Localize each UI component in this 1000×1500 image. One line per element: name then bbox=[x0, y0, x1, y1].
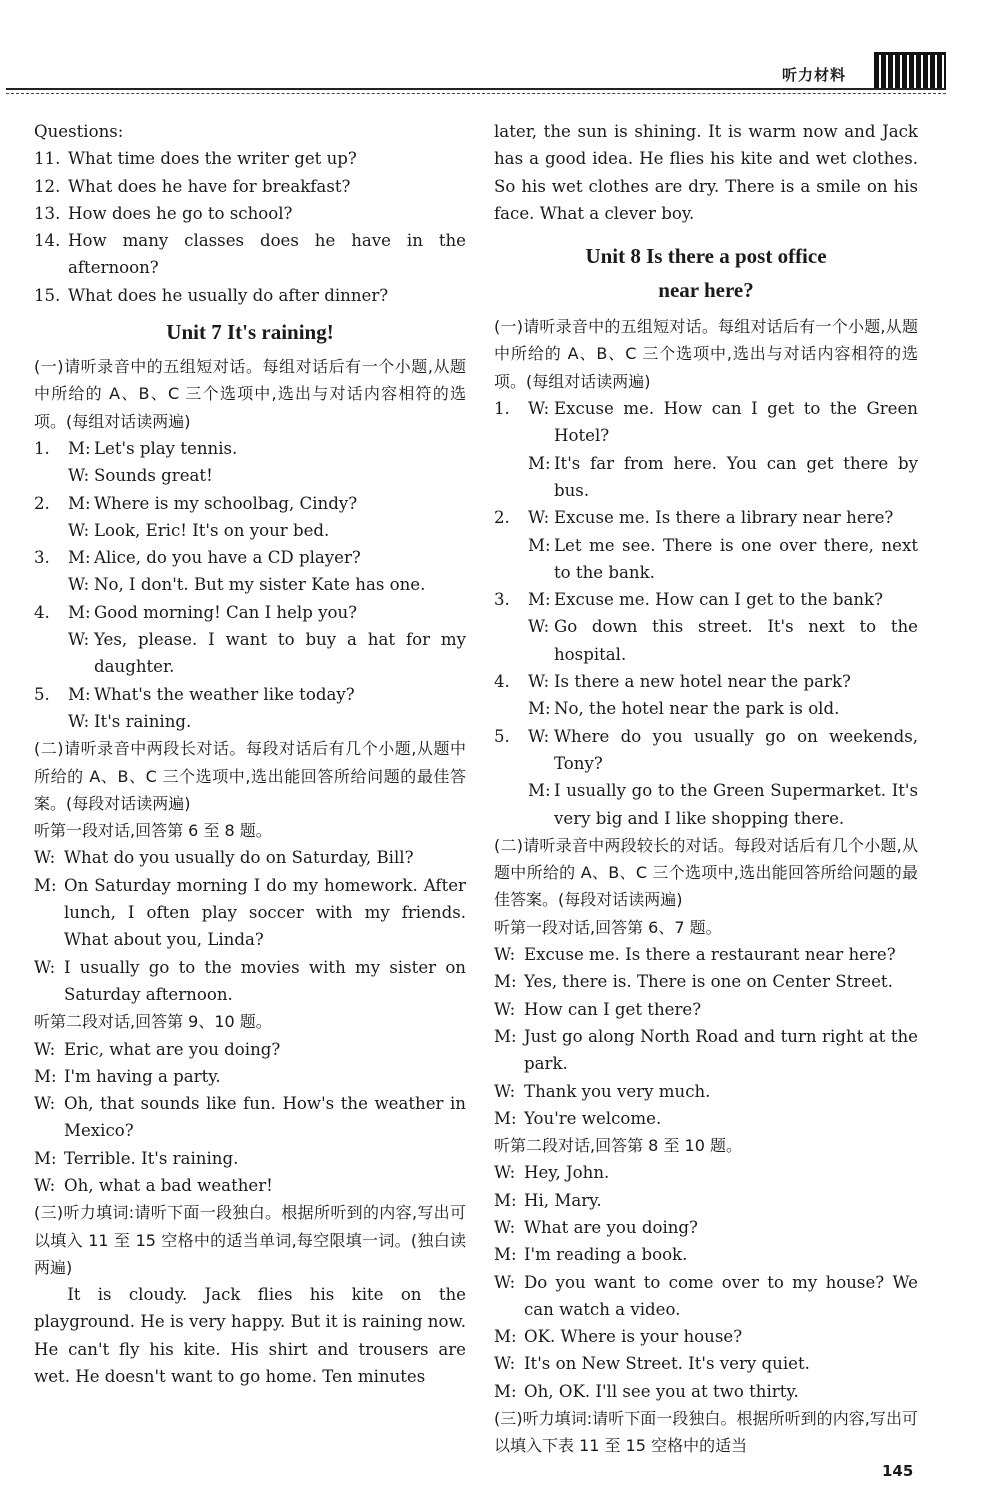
question-item: 12. What does he have for breakfast? bbox=[34, 176, 351, 196]
dialog-item: 1. W: Excuse me. How can I get to the Green Hotel? M: It's far from here. You can get there by bus. bbox=[494, 399, 918, 500]
page-number: 145 bbox=[882, 1462, 914, 1480]
header-rule bbox=[6, 88, 946, 90]
unit7-title: Unit 7 It's raining! bbox=[166, 320, 334, 345]
part3-instructions: (三)听力填词:请听下面一段独白。根据所听到的内容,写出可以填入 11 至 15 空格中的适当单词,每空限填一词。(独白读两遍) bbox=[34, 1203, 466, 1277]
right-column bbox=[494, 118, 918, 1460]
dialog-line: W: Eric, what are you doing? bbox=[34, 1039, 281, 1059]
unit8-title-line2: near here? bbox=[658, 278, 754, 303]
dialog-line: M: I'm having a party. bbox=[34, 1066, 221, 1086]
monologue-continuation: later, the sun is shining. It is warm now and Jack has a good idea. He flies his kite and wet clothes. So his wet clothes are dry. There is a smile on his face. What a clever boy. bbox=[494, 122, 918, 223]
page-header bbox=[0, 0, 1000, 100]
conv1-label: 听第一段对话,回答第 6 至 8 题。 bbox=[34, 821, 272, 841]
monologue-paragraph: It is cloudy. Jack flies his kite on the playground. He is very happy. But it is raining now. He can't fly his kite. His shirt and trousers are wet. He doesn't want to go home. Ten minutes bbox=[34, 1285, 466, 1387]
dialog-line: M: OK. Where is your house? bbox=[494, 1327, 743, 1347]
question-item: 15. What does he usually do after dinner? bbox=[34, 285, 389, 305]
dialog-line: W: Do you want to come over to my house? We can watch a video. bbox=[494, 1272, 918, 1319]
dialog-item: 4. W: Is there a new hotel near the park? M: No, the hotel near the park is old. bbox=[494, 672, 851, 719]
dialog-line: W: How can I get there? bbox=[494, 999, 702, 1019]
unit8-title-line1: Unit 8 Is there a post office bbox=[585, 244, 827, 269]
part3-instructions: (三)听力填词:请听下面一段独白。根据所听到的内容,写出可以填入下表 11 至 15 空格中的适当 bbox=[494, 1409, 918, 1456]
dialog-line: W: Thank you very much. bbox=[494, 1081, 711, 1101]
part2-instructions: (二)请听录音中两段长对话。每段对话后有几个小题,从题中所给的 A、B、C 三个选项中,选出能回答所给问题的最佳答案。(每段对话读两遍) bbox=[34, 739, 466, 813]
dialog-item: 1. M: Let's play tennis. W: Sounds great! bbox=[34, 438, 238, 486]
question-item: 14. How many classes does he have in the afternoon? bbox=[34, 231, 466, 278]
dialog-item: 2. M: Where is my schoolbag, Cindy? W: Look, Eric! It's on your bed. bbox=[34, 493, 358, 540]
left-column bbox=[34, 118, 466, 1390]
questions-label: Questions: bbox=[34, 122, 124, 141]
dialog-line: W: What are you doing? bbox=[494, 1217, 698, 1237]
conv2-label: 听第二段对话,回答第 8 至 10 题。 bbox=[494, 1136, 742, 1156]
dialog-item: 5. W: Where do you usually go on weekends, Tony? M: I usually go to the Green Supermarket. It's very big and I like shopping there. bbox=[494, 726, 918, 828]
question-item: 11. What time does the writer get up? bbox=[34, 149, 357, 169]
dialog-line: W: Oh, that sounds like fun. How's the weather in Mexico? bbox=[34, 1094, 466, 1141]
dialog-item: 3. M: Alice, do you have a CD player? W: No, I don't. But my sister Kate has one. bbox=[34, 548, 426, 595]
dialog-line: W: Hey, John. bbox=[494, 1163, 610, 1183]
dialog-line: M: I'm reading a book. bbox=[494, 1245, 688, 1265]
part1-instructions: (一)请听录音中的五组短对话。每组对话后有一个小题,从题中所给的 A、B、C 三个选项中,选出与对话内容相符的选项。(每组对话读两遍) bbox=[34, 357, 466, 431]
header-rule-dashed bbox=[6, 93, 946, 94]
dialog-line: M: Terrible. It's raining. bbox=[34, 1148, 239, 1168]
dialog-item: 3. M: Excuse me. How can I get to the bank? W: Go down this street. It's next to the hospital. bbox=[494, 590, 918, 664]
dialog-line: W: Oh, what a bad weather! bbox=[34, 1175, 273, 1195]
header-decoration bbox=[874, 52, 946, 89]
conv1-label: 听第一段对话,回答第 6、7 题。 bbox=[494, 917, 722, 937]
dialog-line: W: I usually go to the movies with my sister on Saturday afternoon. bbox=[34, 957, 466, 1004]
conv2-label: 听第二段对话,回答第 9、10 题。 bbox=[34, 1012, 272, 1032]
dialog-line: M: Hi, Mary. bbox=[494, 1190, 602, 1210]
section-label: 听力材料 bbox=[782, 66, 847, 84]
part2-instructions: (二)请听录音中两段较长的对话。每段对话后有几个小题,从题中所给的 A、B、C 三个选项中,选出能回答所给问题的最佳答案。(每段对话读两遍) bbox=[494, 835, 918, 910]
dialog-line: M: Yes, there is. There is one on Center Street. bbox=[494, 972, 893, 992]
dialog-line: M: Oh, OK. I'll see you at two thirty. bbox=[494, 1381, 799, 1401]
dialog-item: 5. M: What's the weather like today? W: It's raining. bbox=[34, 684, 355, 731]
dialog-line: M: Just go along North Road and turn right at the park. bbox=[494, 1026, 918, 1074]
dialog-line: M: On Saturday morning I do my homework. After lunch, I often play soccer with my friends. What about you, Linda? bbox=[34, 875, 466, 950]
dialog-line: W: What do you usually do on Saturday, Bill? bbox=[34, 848, 414, 868]
dialog-line: M: You're welcome. bbox=[494, 1108, 662, 1128]
part1-instructions: (一)请听录音中的五组短对话。每组对话后有一个小题,从题中所给的 A、B、C 三个选项中,选出与对话内容相符的选项。(每组对话读两遍) bbox=[494, 317, 918, 391]
dialog-line: W: Excuse me. Is there a restaurant near here? bbox=[494, 945, 896, 965]
question-item: 13. How does he go to school? bbox=[34, 203, 293, 223]
dialog-item: 2. W: Excuse me. Is there a library near here? M: Let me see. There is one over there, next to the bank. bbox=[494, 508, 918, 582]
dialog-item: 4. M: Good morning! Can I help you? W: Yes, please. I want to buy a hat for my daughter. bbox=[34, 602, 466, 677]
dialog-line: W: It's on New Street. It's very quiet. bbox=[494, 1354, 810, 1374]
